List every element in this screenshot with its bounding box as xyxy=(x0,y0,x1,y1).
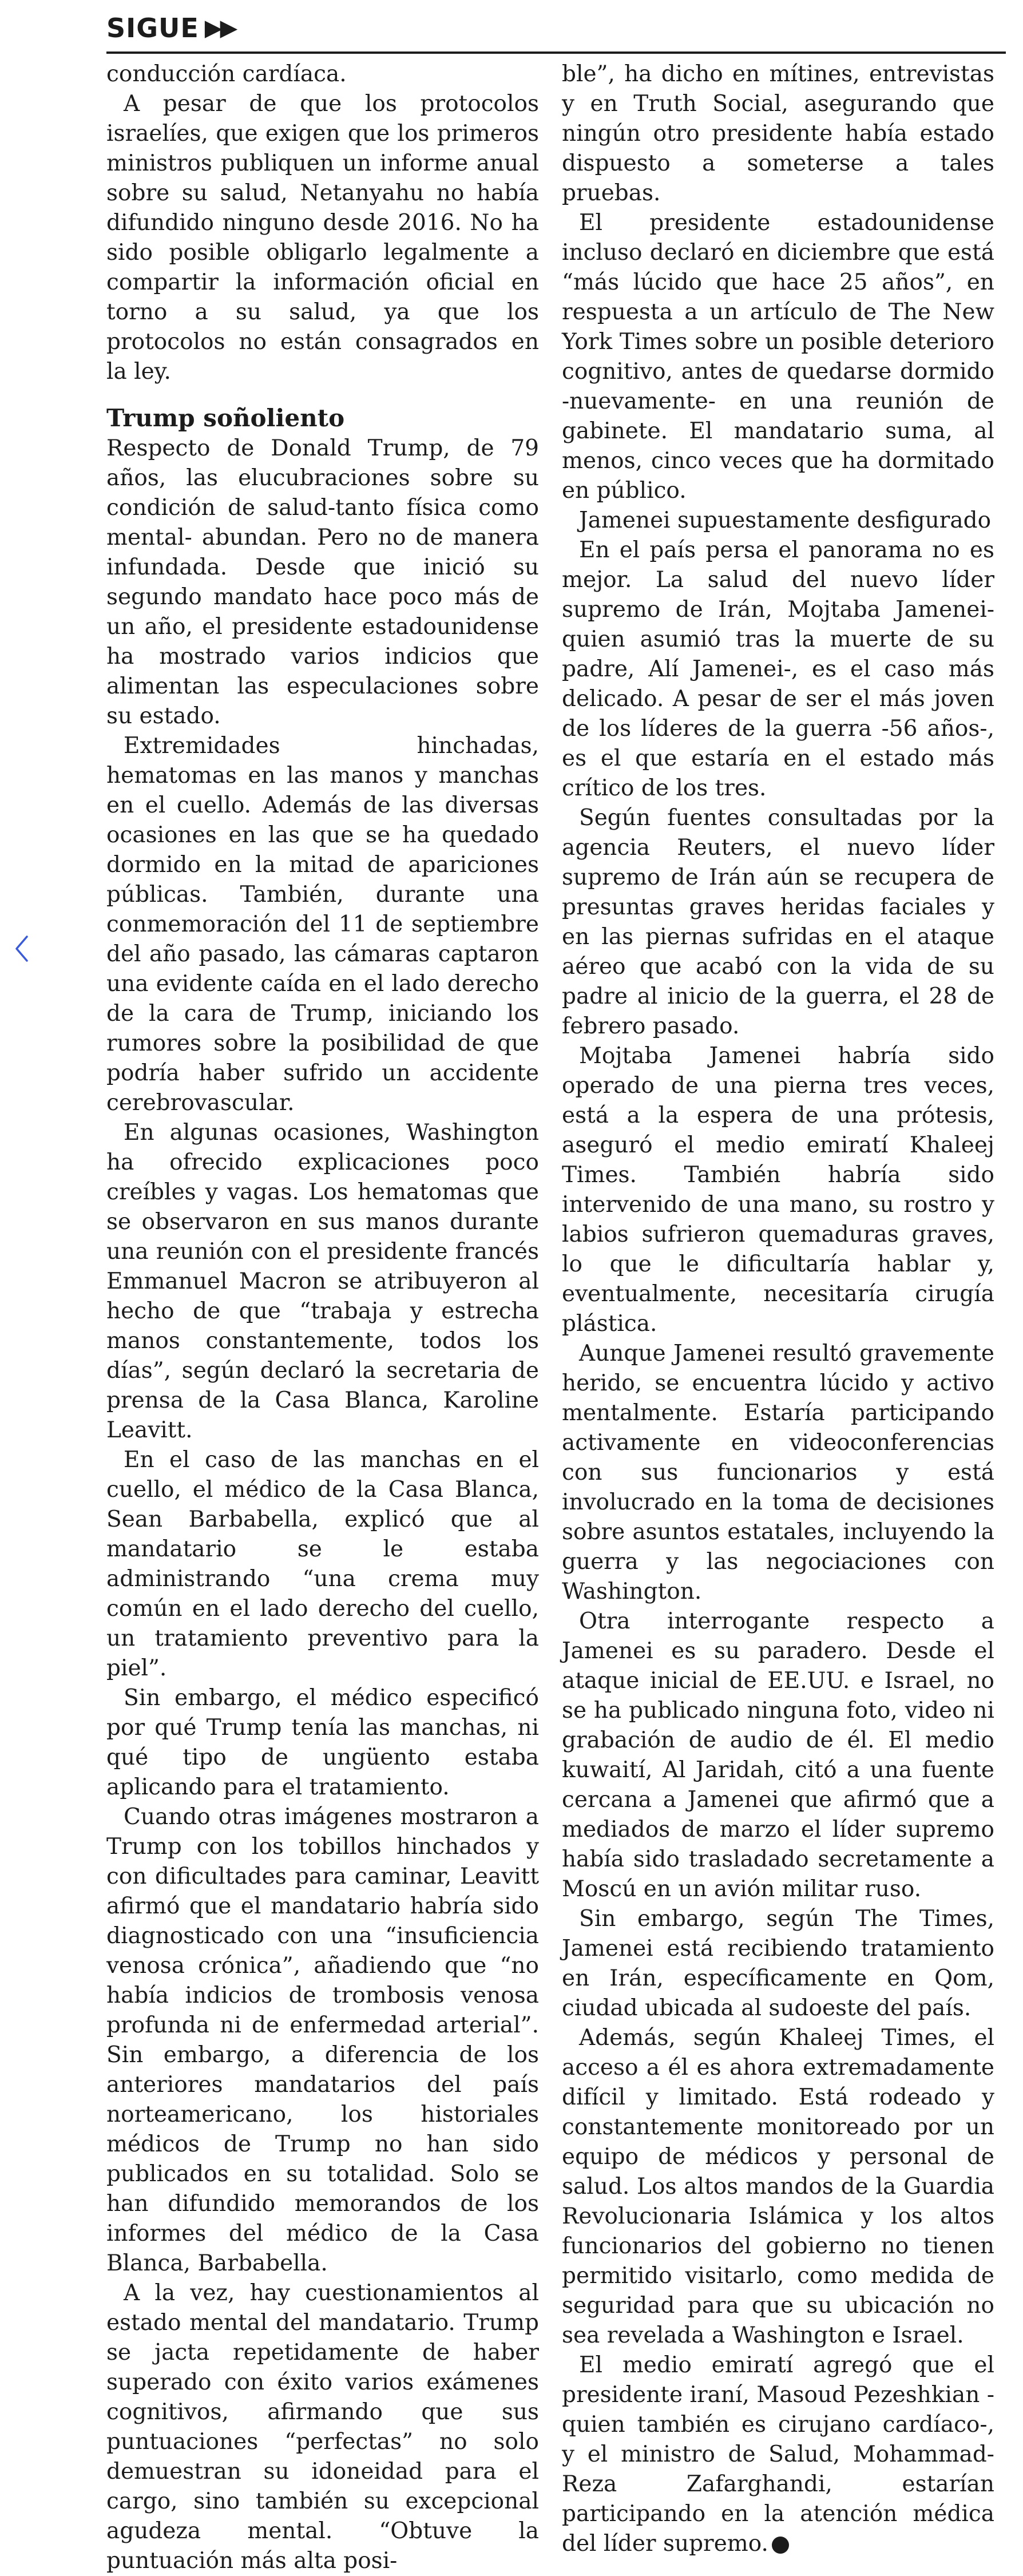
article-column-right xyxy=(562,60,994,2559)
continues-label xyxy=(106,13,235,43)
article-column-left xyxy=(106,60,539,2576)
paragraph: En el país persa el panorama no es mejor. La salud del nuevo líder supremo de Irán, Mojtaba Jamenei-quien asumió tras la muerte de su padre, Alí Jamenei-, es el caso más delicado. A pesar de ser el más joven de los líderes de la guerra -56 años-, es el que estaría en el estado más crítico de los tres. xyxy=(562,537,994,801)
header-rule xyxy=(106,51,1006,54)
paragraph: Aunque Jamenei resultó gravemente herido, se encuentra lúcido y activo mentalmente. Estaría participando activamente en videoconferencias con sus funcionarios y está involucrado en la toma de decisiones sobre asuntos estatales, incluyendo la guerra y las negociaciones con Washington. xyxy=(562,1341,994,1604)
continues-text: SIGUE xyxy=(106,13,199,43)
paragraph: A la vez, hay cuestionamientos al estado mental del mandatario. Trump se jacta repetidamente de haber superado con éxito varios exámenes cognitivos, afirmando que sus puntuaciones “perfectas” no solo demuestran su idoneidad para el cargo, sino también su excepcional agudeza mental. “Obtuve la puntuación más alta posi- xyxy=(106,2280,539,2574)
subheading-paragraph: Jamenei supuestamente desfigurado xyxy=(579,508,992,533)
final-paragraph xyxy=(562,2351,994,2559)
back-button[interactable] xyxy=(10,932,33,966)
chevron-left-icon xyxy=(13,934,30,963)
paragraph: Mojtaba Jamenei habría sido operado de una pierna tres veces, está a la espera de una prótesis, aseguró el medio emiratí Khaleej Times. También habría sido intervenido de una mano, su rostro y labios sufrieron quemaduras graves, lo que le dificultaría hablar y, eventualmente, necesitaría cirugía plástica. xyxy=(562,1043,994,1337)
paragraph: ble”, ha dicho en mítines, entrevistas y en Truth Social, asegurando que ningún otro presidente había estado dispuesto a someterse a tales pruebas. xyxy=(562,61,994,206)
paragraph: Otra interrogante respecto a Jamenei es su paradero. Desde el ataque inicial de EE.UU. e Israel, no se ha publicado ninguna foto, video ni grabación de audio de él. El medio kuwaití, Al Jaridah, citó a una fuente cercana a Jamenei que afirmó que a mediados de marzo el líder supremo había sido trasladado secretamente a Moscú en un avión militar ruso. xyxy=(562,1608,994,1902)
paragraph: Cuando otras imágenes mostraron a Trump con los tobillos hinchados y con dificultades para caminar, Leavitt afirmó que el mandatario habría sido diagnosticado con una “insuficiencia venosa crónica”, añadiendo que “no había indicios de trombosis venosa profunda ni de enfermedad arterial”. Sin embargo, a diferencia de los anteriores mandatarios del país norteamericano, los historiales médicos de Trump no han sido publicados en su totalidad. Solo se han difundido memorandos de los informes del médico de la Casa Blanca, Barbabella. xyxy=(106,1804,539,2276)
end-mark-icon xyxy=(772,2537,789,2554)
double-arrow-icon: ▶▶ xyxy=(204,15,236,41)
paragraph: En el caso de las manchas en el cuello, el médico de la Casa Blanca, Sean Barbabella, explicó que al mandatario se le estaba administrando “una crema muy común en el lado derecho del cuello, un tratamiento preventivo para la piel”. xyxy=(106,1447,539,1681)
paragraph: En algunas ocasiones, Washington ha ofrecido explicaciones poco creíbles y vagas. Los hematomas que se observaron en sus manos durante una reunión con el presidente francés Emmanuel Macron se atribuyeron al hecho de que “trabaja y estrecha manos constantemente, todos los días”, según declaró la secretaria de prensa de la Casa Blanca, Karoline Leavitt. xyxy=(106,1120,539,1443)
paragraph: Extremidades hinchadas, hematomas en las manos y manchas en el cuello. Además de las diversas ocasiones en las que se ha quedado dormido en la mitad de apariciones públicas. También, durante una conmemoración del 11 de septiembre del año pasado, las cámaras captaron una evidente caída en el lado derecho de la cara de Trump, iniciando los rumores sobre la posibilidad de que podría haber sufrido un accidente cerebrovascular. xyxy=(106,733,539,1116)
paragraph-text: El medio emiratí agregó que el presidente iraní, Masoud Pezeshkian -quien también es cirujano cardíaco-, y el ministro de Salud, Mohammad-Reza Zafarghandi, estarían participando en la atención médica del líder supremo. xyxy=(562,2352,994,2557)
paragraph: Sin embargo, el médico especificó por qué Trump tenía las manchas, ni qué tipo de ungüento estaba aplicando para el tratamiento. xyxy=(106,1685,539,1800)
paragraph: Según fuentes consultadas por la agencia Reuters, el nuevo líder supremo de Irán aún se recupera de presuntas graves heridas faciales y en las piernas sufridas en el ataque aéreo que acabó con la vida de su padre al inicio de la guerra, el 28 de febrero pasado. xyxy=(562,805,994,1039)
paragraph: El presidente estadounidense incluso declaró en diciembre que está “más lúcido que hace 25 años”, en respuesta a un artículo de The New York Times sobre un posible deterioro cognitivo, antes de quedarse dormido -nuevamente- en una reunión de gabinete. El mandatario suma, al menos, cinco veces que ha dormitado en público. xyxy=(562,210,994,504)
paragraph: conducción cardíaca. xyxy=(106,61,347,87)
paragraph: Además, según Khaleej Times, el acceso a él es ahora extremadamente difícil y limitado. Está rodeado y constantemente monitoreado por un equipo de médicos y personal de salud. Los altos mandos de la Guardia Revolucionaria Islámica y los altos funcionarios del gobierno no tienen permitido visitarlo, como medida de seguridad para que su ubicación no sea revelada a Washington e Israel. xyxy=(562,2025,994,2348)
paragraph: Respecto de Donald Trump, de 79 años, las elucubraciones sobre su condición de salud-tanto física como mental- abundan. Pero no de manera infundada. Desde que inició su segundo mandato hace poco más de un año, el presidente estadounidense ha mostrado varios indicios que alimentan las especulaciones sobre su estado. xyxy=(106,435,539,729)
paragraph: Sin embargo, según The Times, Jamenei está recibiendo tratamiento en Irán, específicamente en Qom, ciudad ubicada al sudoeste del país. xyxy=(562,1906,994,2021)
paragraph: A pesar de que los protocolos israelíes, que exigen que los primeros ministros publiquen un informe anual sobre su salud, Netanyahu no había difundido ninguno desde 2016. No ha sido posible obligarlo legalmente a compartir la información oficial en torno a su salud, ya que los protocolos no están consagrados en la ley. xyxy=(106,91,539,385)
section-heading: Trump soñoliento xyxy=(106,404,345,432)
